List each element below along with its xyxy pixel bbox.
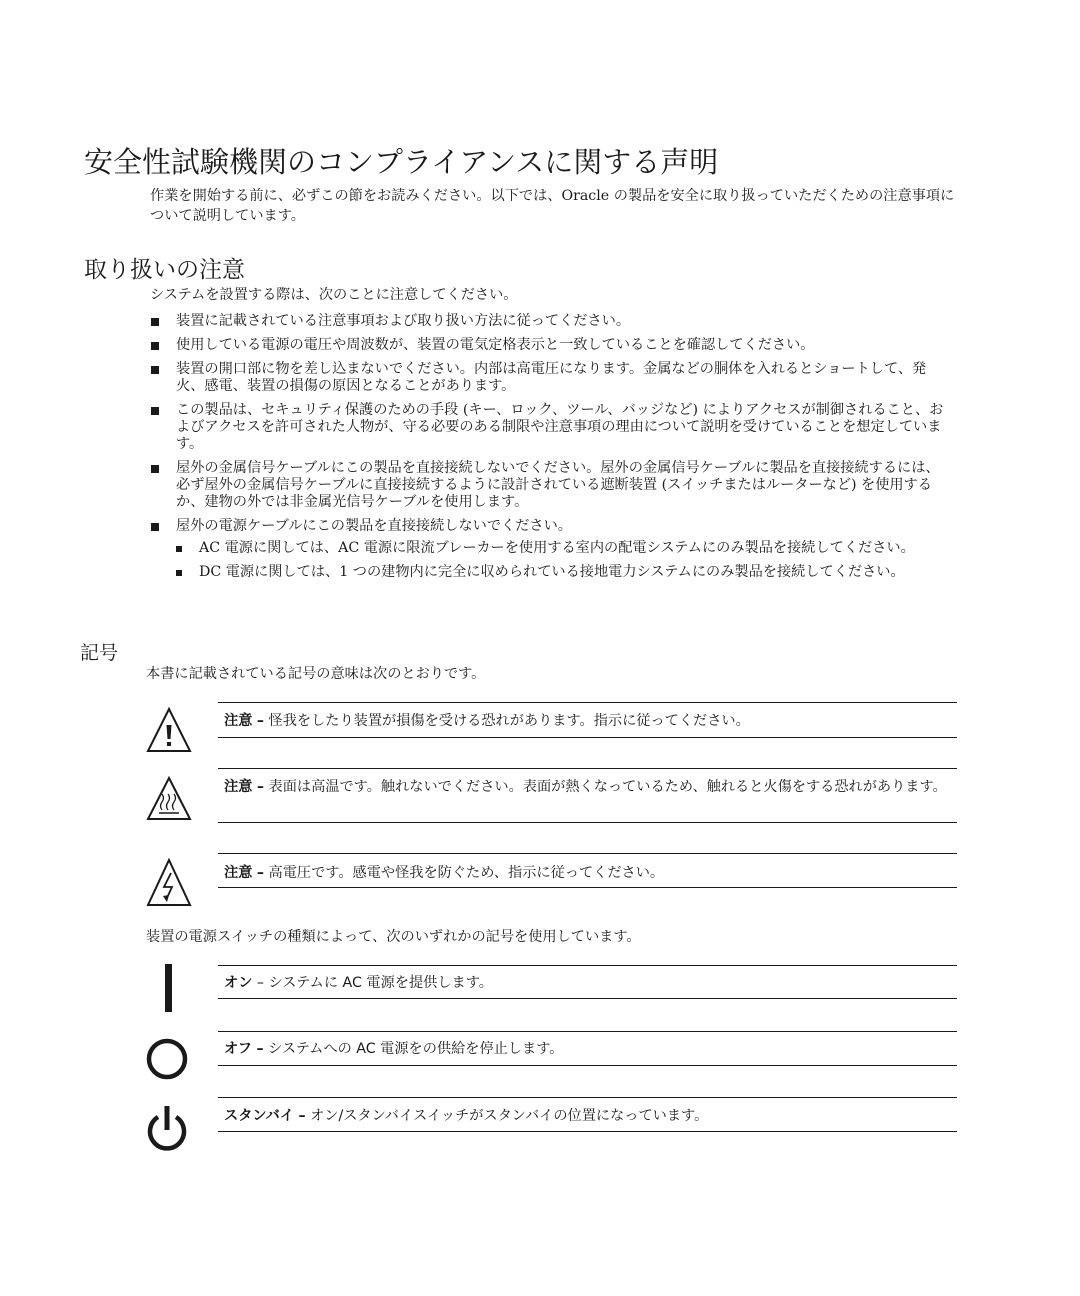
- list-item: [150, 518, 950, 581]
- handling-list: [150, 313, 950, 588]
- list-item: この製品は、セキュリティ保護のための手段 (キー、ロック、ツール、バッジなど) によりアクセスが制御されること、およびアクセスを許可された人物が、守る必要のある制限や注意事項の理由について説明を受けていることを想定しています。: [150, 402, 950, 453]
- divider: [218, 998, 957, 999]
- sub-list-item: AC 電源に関しては、AC 電源に限流ブレーカーを使用する室内の配電システムにのみ製品を接続してください。: [176, 540, 950, 557]
- note-text: 高電圧です。感電や怪我を防ぐため、指示に従ってください。: [268, 865, 665, 881]
- list-item: 装置に記載されている注意事項および取り扱い方法に従ってください。: [150, 313, 950, 330]
- divider: [218, 1131, 957, 1132]
- list-item: 屋外の金属信号ケーブルにこの製品を直接接続しないでください。屋外の金属信号ケーブルに製品を直接接続するには、必ず屋外の金属信号ケーブルに直接接続するように設計されている遮断装置 (スイッチまたはルーターなど) を使用するか、建物の外では非金属光信号ケーブルを使用します。: [150, 460, 950, 511]
- note-label: オン: [224, 975, 253, 991]
- note-dash: –: [256, 779, 264, 795]
- divider: [218, 1065, 957, 1066]
- standby-icon: [143, 1103, 191, 1153]
- note-label: オフ: [224, 1041, 252, 1057]
- symbols-heading: 記号: [80, 642, 119, 664]
- divider: [218, 887, 957, 888]
- note-label: 注意: [224, 713, 253, 729]
- divider: [218, 965, 957, 966]
- divider: [218, 1031, 957, 1032]
- power-off-note: [224, 1040, 957, 1058]
- note-label: スタンバイ: [224, 1108, 294, 1124]
- caution-note: [224, 712, 957, 730]
- divider: [218, 853, 957, 854]
- page-title: 安全性試験機関のコンプライアンスに関する声明: [84, 145, 719, 179]
- note-text: システムへの AC 電源をの供給を停止します。: [268, 1041, 564, 1057]
- note-dash: –: [256, 865, 264, 881]
- divider: [218, 1097, 957, 1098]
- note-text: 怪我をしたり装置が損傷を受ける恐れがあります。指示に従ってください。: [268, 713, 750, 729]
- note-text: 表面は高温です。触れないでください。表面が熱くなっているため、触れると火傷をする恐れがあります。: [268, 779, 947, 795]
- list-item: 装置の開口部に物を差し込まないでください。内部は高電圧になります。金属などの胴体を入れるとショートして、発火、感電、装置の損傷の原因となることがあります。: [150, 361, 950, 395]
- sub-list-item: DC 電源に関しては、1 つの建物内に完全に収められている接地電力システムにのみ製品を接続してください。: [176, 564, 950, 581]
- power-symbols-lead: 装置の電源スイッチの種類によって、次のいずれかの記号を使用しています。: [146, 929, 641, 945]
- handling-lead: システムを設置する際は、次のことに注意してください。: [150, 287, 518, 303]
- hot-surface-note: [224, 778, 957, 796]
- divider: [218, 702, 957, 703]
- power-off-icon: [144, 1036, 190, 1082]
- symbols-lead: 本書に記載されている記号の意味は次のとおりです。: [146, 666, 486, 682]
- divider: [218, 768, 957, 769]
- hot-surface-icon: [146, 776, 192, 822]
- list-item-text: 屋外の電源ケーブルにこの製品を直接接続しないでください。: [176, 518, 572, 534]
- note-dash: –: [256, 975, 264, 991]
- note-text: オン/スタンバイスイッチがスタンバイの位置になっています。: [310, 1108, 709, 1124]
- standby-note: [224, 1107, 957, 1125]
- note-text: システムに AC 電源を提供します。: [268, 975, 493, 991]
- sub-list: [176, 540, 950, 581]
- high-voltage-note: [224, 864, 957, 882]
- note-dash: –: [256, 1041, 264, 1057]
- divider: [218, 822, 957, 823]
- list-item: 使用している電源の電圧や周波数が、装置の電気定格表示と一致していることを確認してください。: [150, 337, 950, 354]
- note-label: 注意: [224, 779, 253, 795]
- divider: [218, 737, 957, 738]
- note-dash: –: [298, 1108, 306, 1124]
- caution-exclamation-icon: [146, 706, 192, 754]
- high-voltage-icon: [146, 858, 192, 908]
- power-on-icon: [162, 962, 176, 1014]
- power-on-note: [224, 974, 957, 992]
- intro-paragraph: 作業を開始する前に、必ずこの節をお読みください。以下では、Oracle の製品を安全に取り扱っていただくための注意事項について説明しています。: [150, 188, 955, 224]
- note-dash: –: [256, 713, 264, 729]
- handling-heading: 取り扱いの注意: [84, 257, 245, 283]
- note-label: 注意: [224, 865, 253, 881]
